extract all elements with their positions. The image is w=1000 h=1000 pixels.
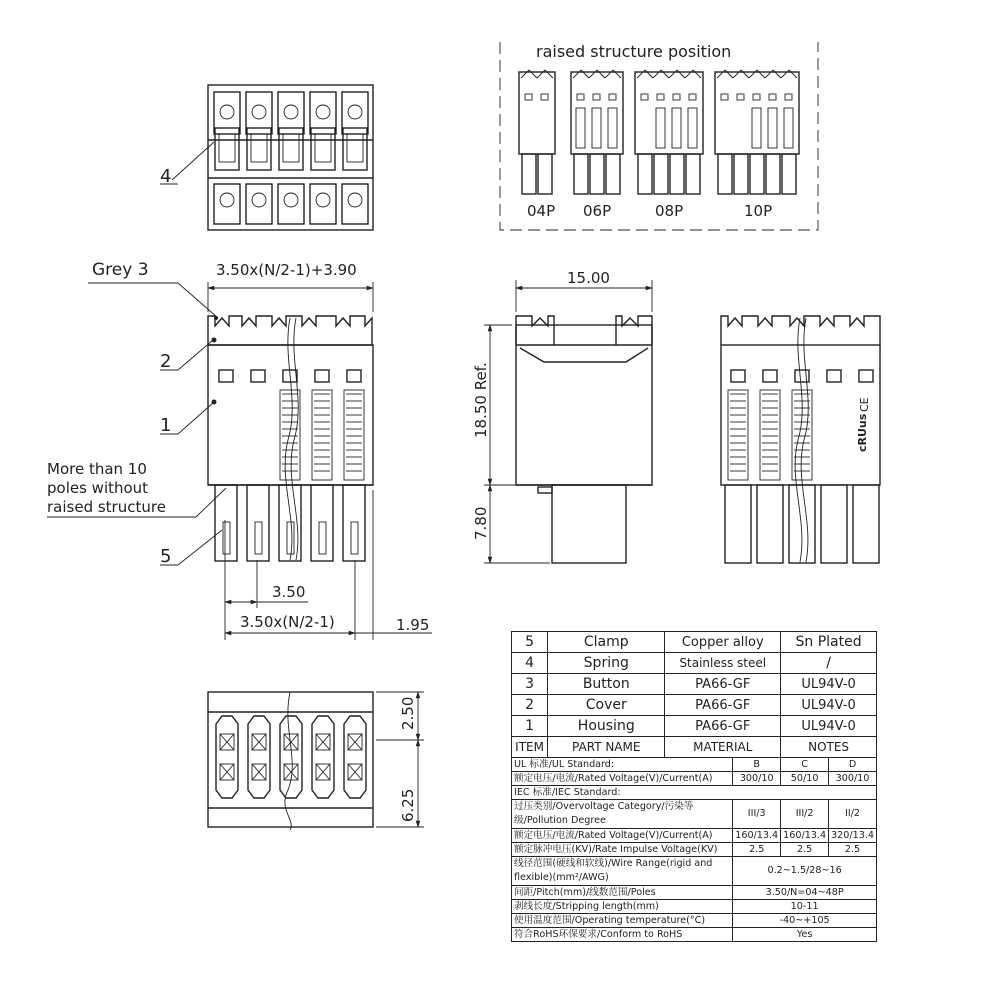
- screw-hole: [284, 105, 298, 119]
- impulse-d: 2.5: [829, 843, 877, 857]
- dim-bottom-b-text: 6.25: [399, 788, 417, 822]
- bom-notes: /: [781, 653, 877, 674]
- col-d-header: D: [829, 758, 877, 772]
- ul-rated-d: 300/10: [829, 772, 877, 786]
- bom-notes: Sn Plated: [781, 632, 877, 653]
- clamp: [223, 522, 230, 554]
- terminal-cavity: [280, 716, 302, 798]
- variant-pin: [574, 154, 588, 194]
- note-line-2: poles without: [47, 479, 149, 497]
- variant-pin: [590, 154, 604, 194]
- variant-body: [519, 72, 555, 154]
- spring-slot: [342, 184, 368, 224]
- note-leader: [196, 488, 226, 517]
- specification-table: [511, 631, 877, 942]
- variant-pin: [654, 154, 668, 194]
- screw-hole: [348, 105, 362, 119]
- screw-hole: [252, 193, 266, 207]
- bom-part-name: Cover: [548, 695, 665, 716]
- spec-row: [512, 772, 877, 786]
- bom-row: [512, 653, 877, 674]
- latch-window: [641, 94, 648, 100]
- rib-area: [760, 390, 780, 480]
- raised-notch: [605, 70, 621, 78]
- top-view: [208, 85, 373, 230]
- pin-housing: [853, 485, 879, 563]
- variant-pin: [734, 154, 748, 194]
- latch-window: [315, 370, 329, 382]
- clamp: [351, 522, 358, 554]
- raised-notch: [733, 70, 749, 78]
- bom-header-notes: NOTES: [781, 737, 877, 758]
- pin-housing: [789, 485, 815, 563]
- variant-pin: [638, 154, 652, 194]
- spec-row: [512, 886, 877, 900]
- latch-window: [347, 370, 361, 382]
- terminal-cavity: [216, 716, 238, 798]
- raised-notch: [653, 70, 669, 78]
- wire-entry-inner: [283, 134, 299, 162]
- variant-body: [571, 72, 623, 154]
- raised-notch: [573, 70, 589, 78]
- clamp: [319, 522, 326, 554]
- note-line-3: raised structure: [47, 498, 166, 516]
- latch-window: [657, 94, 664, 100]
- bom-part-name: Housing: [548, 716, 665, 737]
- latch-window: [689, 94, 696, 100]
- ul-rated-c: 50/10: [781, 772, 829, 786]
- ovc-label: 过压类别/Overvoltage Category/污染等级/Pollution Degree: [512, 800, 733, 829]
- wire-range-value: 0.2~1.5/28~16: [733, 857, 877, 886]
- latch-window: [753, 94, 760, 100]
- clamp: [287, 522, 294, 554]
- rib-area: [344, 390, 364, 480]
- dim-height: [472, 325, 538, 485]
- spec-row: [512, 786, 877, 800]
- variant-body: [715, 72, 799, 154]
- dim-overall-width-text: 3.50x(N/2-1)+3.90: [216, 261, 357, 279]
- latch-window: [577, 94, 584, 100]
- bom-part-name: Spring: [548, 653, 665, 674]
- raised-notch: [717, 70, 733, 78]
- rib-area: [752, 108, 761, 148]
- screw-hole: [252, 105, 266, 119]
- spec-row: [512, 928, 877, 942]
- dim-pin-length: [472, 485, 550, 563]
- callout-2-label: 2: [160, 351, 172, 372]
- rib-area: [280, 390, 300, 480]
- wire-entry-inner: [315, 134, 331, 162]
- pin-housing: [247, 485, 269, 561]
- bom-row: [512, 695, 877, 716]
- raised-notch: [637, 70, 653, 78]
- screw-hole: [316, 193, 330, 207]
- pin-housing: [311, 485, 333, 561]
- dim-span-text: 3.50x(N/2-1): [240, 613, 335, 631]
- screw-hole: [284, 193, 298, 207]
- rib-area: [728, 390, 748, 480]
- pin-housing: [215, 485, 237, 561]
- dim-edge-text: 1.95: [396, 616, 430, 634]
- ovc-b: III/3: [733, 800, 781, 829]
- latch-window: [673, 94, 680, 100]
- spec-row: [512, 900, 877, 914]
- dim-pin-length-text: 7.80: [472, 506, 490, 540]
- rohs-label: 符合RoHS环保要求/Conform to RoHS: [512, 928, 733, 942]
- dim-overall-width: [208, 261, 373, 312]
- pin-housing: [343, 485, 365, 561]
- ul-mark-icon: cRUus: [856, 413, 869, 452]
- impulse-label: 额定脉冲电压(KV)/Rate Impulse Voltage(KV): [512, 843, 733, 857]
- latch-window: [769, 94, 776, 100]
- callout-5-label: 5: [160, 546, 172, 567]
- iec-rated-label: 额定电压/电流/Rated Voltage(V)/Current(A): [512, 829, 733, 843]
- latch-window: [827, 370, 841, 382]
- latch-window: [541, 94, 548, 100]
- iec-rated-d: 320/13.4: [829, 829, 877, 843]
- rib-area: [784, 108, 793, 148]
- strip-value: 10-11: [733, 900, 877, 914]
- terminal-cavity: [312, 716, 334, 798]
- impulse-b: 2.5: [733, 843, 781, 857]
- note-line-1: More than 10: [47, 460, 147, 478]
- latch-window: [251, 370, 265, 382]
- callout-grey3-label: Grey 3: [92, 260, 149, 280]
- spec-row: [512, 843, 877, 857]
- spec-row: [512, 857, 877, 886]
- latch-window: [731, 370, 745, 382]
- raised-notch: [781, 70, 797, 78]
- rib-area: [656, 108, 665, 148]
- dim-depth: [516, 269, 652, 312]
- rib-area: [688, 108, 697, 148]
- strip-label: 剥线长度/Stripping length(mm): [512, 900, 733, 914]
- rib-area: [768, 108, 777, 148]
- pitch-label: 间距/Pitch(mm)/线数范围/Poles: [512, 886, 733, 900]
- dim-depth-text: 15.00: [567, 269, 610, 287]
- ovc-c: III/2: [781, 800, 829, 829]
- iec-standard-label: IEC 标准/IEC Standard:: [512, 786, 877, 800]
- bom-notes: UL94V-0: [781, 716, 877, 737]
- rohs-value: Yes: [733, 928, 877, 942]
- raised-structure-title: raised structure position: [536, 42, 732, 61]
- variant-label: 04P: [527, 202, 556, 220]
- ul-standard-label: UL 标准/UL Standard:: [512, 758, 733, 772]
- screw-hole: [316, 105, 330, 119]
- variant-pin: [606, 154, 620, 194]
- raised-structure-box: [500, 42, 818, 230]
- wire-range-label: 线径范围(硬线和软线)/Wire Range(rigid and flexible)(mm²/AWG): [512, 857, 733, 886]
- rib-area: [576, 108, 585, 148]
- latch-window: [609, 94, 616, 100]
- bom-row: [512, 716, 877, 737]
- raised-notch: [521, 70, 537, 78]
- bom-material: Stainless steel: [665, 653, 781, 674]
- spring-slot: [246, 184, 272, 224]
- variant-label: 10P: [744, 202, 773, 220]
- rib-area: [608, 108, 617, 148]
- dim-edge: [355, 490, 432, 640]
- variant-pin: [670, 154, 684, 194]
- bom-item-no: 1: [512, 716, 548, 737]
- callout-1-label: 1: [160, 415, 172, 436]
- bom-header-part: PART NAME: [548, 737, 665, 758]
- raised-notch: [765, 70, 781, 78]
- dim-bottom-a-text: 2.50: [399, 696, 417, 730]
- latch-window: [721, 94, 728, 100]
- rib-area: [672, 108, 681, 148]
- temp-value: -40~+105: [733, 914, 877, 928]
- pin-housing: [757, 485, 783, 563]
- spec-row: [512, 758, 877, 772]
- impulse-c: 2.5: [781, 843, 829, 857]
- bom-header-row: [512, 737, 877, 758]
- bom-header-item: ITEM: [512, 737, 548, 758]
- variant-pin: [686, 154, 700, 194]
- wire-entry-inner: [219, 134, 235, 162]
- raised-notch: [685, 70, 701, 78]
- front-view: [208, 316, 373, 561]
- bom-row: [512, 632, 877, 653]
- spec-row: [512, 914, 877, 928]
- raised-notch: [589, 70, 605, 78]
- screw-hole: [220, 193, 234, 207]
- bom-item-no: 4: [512, 653, 548, 674]
- rib-area: [312, 390, 332, 480]
- wire-entry-inner: [347, 134, 363, 162]
- dim-pitch-text: 3.50: [272, 583, 306, 601]
- iec-rated-b: 160/13.4: [733, 829, 781, 843]
- rib-area: [592, 108, 601, 148]
- raised-notch: [537, 70, 553, 78]
- clamp: [255, 522, 262, 554]
- bom-item-no: 3: [512, 674, 548, 695]
- spring-slot: [310, 184, 336, 224]
- ul-rated-label: 额定电压/电流/Rated Voltage(V)/Current(A): [512, 772, 733, 786]
- ul-rated-b: 300/10: [733, 772, 781, 786]
- variant-pin: [782, 154, 796, 194]
- latch-window: [525, 94, 532, 100]
- bom-notes: UL94V-0: [781, 695, 877, 716]
- variant-pin: [750, 154, 764, 194]
- spring-slot: [214, 184, 240, 224]
- wire-entry-inner: [251, 134, 267, 162]
- latch-window: [785, 94, 792, 100]
- spec-row: [512, 800, 877, 829]
- iec-rated-c: 160/13.4: [781, 829, 829, 843]
- latch-window: [763, 370, 777, 382]
- pin-housing: [725, 485, 751, 563]
- screw-hole: [348, 193, 362, 207]
- bom-notes: UL94V-0: [781, 674, 877, 695]
- bom-material: PA66-GF: [665, 716, 781, 737]
- bottom-view: [208, 692, 373, 830]
- variant-label: 08P: [655, 202, 684, 220]
- terminal-cavity: [344, 716, 366, 798]
- pin-housing: [821, 485, 847, 563]
- rear-view: [721, 316, 880, 563]
- variant-pin: [538, 154, 552, 194]
- variant-pin: [718, 154, 732, 194]
- dim-height-text: 18.50 Ref.: [472, 362, 490, 438]
- ce-mark-icon: CE: [858, 397, 871, 412]
- bom-item-no: 5: [512, 632, 548, 653]
- spec-row: [512, 829, 877, 843]
- bom-part-name: Clamp: [548, 632, 665, 653]
- variant-label: 06P: [583, 202, 612, 220]
- ovc-d: II/2: [829, 800, 877, 829]
- latch-window: [737, 94, 744, 100]
- col-c-header: C: [781, 758, 829, 772]
- variant-body: [635, 72, 703, 154]
- latch-window: [859, 370, 873, 382]
- screw-hole: [220, 105, 234, 119]
- dim-bottom: [376, 692, 424, 827]
- col-b-header: B: [733, 758, 781, 772]
- bom-material: PA66-GF: [665, 674, 781, 695]
- spring-slot: [278, 184, 304, 224]
- callout-4-label: 4: [160, 166, 172, 187]
- terminal-cavity: [248, 716, 270, 798]
- temp-label: 使用温度范围/Operating temperature(°C): [512, 914, 733, 928]
- variant-pin: [522, 154, 536, 194]
- latch-window: [219, 370, 233, 382]
- bom-header-material: MATERIAL: [665, 737, 781, 758]
- bom-part-name: Button: [548, 674, 665, 695]
- pitch-value: 3.50/N=04~48P: [733, 886, 877, 900]
- variant-pin: [766, 154, 780, 194]
- bom-row: [512, 674, 877, 695]
- bom-item-no: 2: [512, 695, 548, 716]
- raised-notch: [749, 70, 765, 78]
- bom-material: Copper alloy: [665, 632, 781, 653]
- side-view: [516, 316, 652, 563]
- raised-notch: [669, 70, 685, 78]
- latch-window: [593, 94, 600, 100]
- bom-material: PA66-GF: [665, 695, 781, 716]
